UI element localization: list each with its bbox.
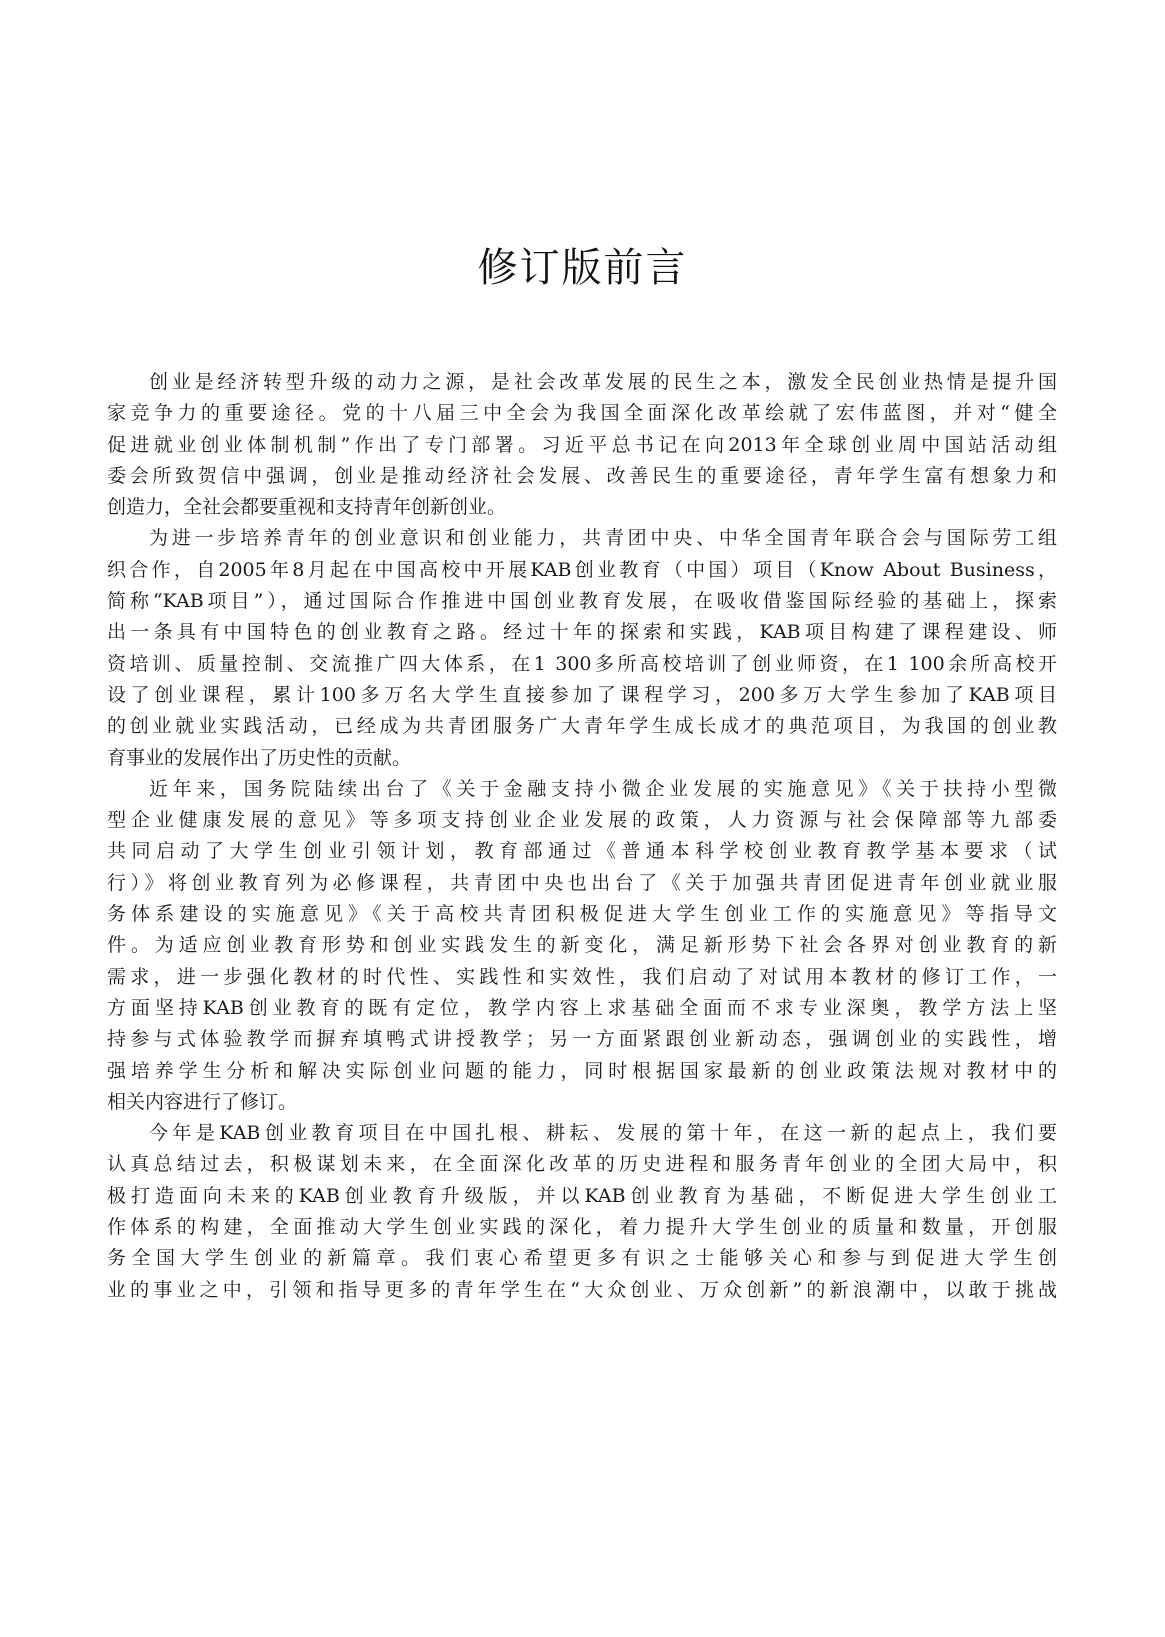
text-line: 简称“KAB项目”），通过国际合作推进中国创业教育发展，在吸收借鉴国际经验的基础上，探索	[107, 590, 1057, 613]
text-line: 业的事业之中，引领和指导更多的青年学生在“大众创业、万众创新”的新浪潮中，以敢于挑战	[107, 1278, 1057, 1301]
text-line: 为进一步培养青年的创业意识和创业能力，共青团中央、中华全国青年联合会与国际劳工组	[149, 527, 1057, 550]
text-line: 强培养学生分析和解决实际创业问题的能力，同时根据国家最新的创业政策法规对教材中的	[107, 1059, 1057, 1082]
text-line: 极打造面向未来的KAB创业教育升级版，并以KAB创业教育为基础，不断促进大学生创业工	[107, 1184, 1057, 1207]
text-line: 行）》将创业教育列为必修课程，共青团中央也出台了《关于加强共青团促进青年创业就业服	[107, 871, 1057, 894]
text-line: 需求，进一步强化教材的时代性、实践性和实效性，我们启动了对试用本教材的修订工作，一	[107, 965, 1057, 988]
text-line: 方面坚持KAB创业教育的既有定位，教学内容上求基础全面而不求专业深奥，教学方法上坚	[107, 996, 1057, 1019]
text-line: 的创业就业实践活动，已经成为共青团服务广大青年学生成长成才的典范项目，为我国的创业教	[107, 715, 1057, 738]
text-line: 织合作，自2005年8月起在中国高校中开展KAB创业教育（中国）项目（Know About Business，	[107, 558, 1057, 581]
text-line: 认真总结过去，积极谋划未来，在全面深化改革的历史进程和服务青年创业的全团大局中，积	[107, 1153, 1057, 1176]
text-line: 育事业的发展作出了历史性的贡献。	[107, 746, 412, 769]
paragraph	[107, 1118, 1057, 1306]
text-line: 近年来，国务院陆续出台了《关于金融支持小微企业发展的实施意见》《关于扶持小型微	[149, 777, 1057, 800]
text-line: 型企业健康发展的意见》等多项支持创业企业发展的政策，人力资源与社会保障部等九部委	[107, 809, 1057, 832]
text-line: 家竞争力的重要途径。党的十八届三中全会为我国全面深化改革绘就了宏伟蓝图，并对“健全	[107, 402, 1057, 425]
text-line: 务体系建设的实施意见》《关于高校共青团积极促进大学生创业工作的实施意见》等指导文	[107, 903, 1057, 926]
text-line: 资培训、质量控制、交流推广四大体系，在1 300多所高校培训了创业师资，在1 100余所高校开	[107, 652, 1057, 675]
text-line: 委会所致贺信中强调，创业是推动经济社会发展、改善民生的重要途径，青年学生富有想象力和	[107, 464, 1057, 487]
text-line: 持参与式体验教学而摒弃填鸭式讲授教学；另一方面紧跟创业新动态，强调创业的实践性，增	[107, 1028, 1057, 1051]
text-line: 相关内容进行了修订。	[107, 1090, 298, 1113]
text-line: 作体系的构建，全面推动大学生创业实践的深化，着力提升大学生创业的质量和数量，开创服	[107, 1216, 1057, 1239]
text-line: 创业是经济转型升级的动力之源，是社会改革发展的民生之本，激发全民创业热情是提升国	[149, 371, 1057, 393]
text-line: 创造力，全社会都要重视和支持青年创新创业。	[107, 496, 507, 519]
preface-body	[107, 367, 1057, 1306]
text-line: 设了创业课程，累计100多万名大学生直接参加了课程学习，200多万大学生参加了KAB项目	[107, 683, 1057, 706]
text-line: 今年是KAB创业教育项目在中国扎根、耕耘、发展的第十年，在这一新的起点上，我们要	[149, 1122, 1057, 1145]
text-line: 促进就业创业体制机制”作出了专门部署。习近平总书记在向2013年全球创业周中国站活动组	[107, 433, 1057, 456]
text-line: 件。为适应创业教育形势和创业实践发生的新变化，满足新形势下社会各界对创业教育的新	[107, 934, 1057, 957]
page-title: 修订版前言	[477, 245, 688, 291]
paragraph	[107, 367, 1057, 523]
paragraph	[107, 523, 1057, 773]
text-line: 务全国大学生创业的新篇章。我们衷心希望更多有识之士能够关心和参与到促进大学生创	[107, 1247, 1057, 1270]
paragraph	[107, 774, 1057, 1118]
text-line: 出一条具有中国特色的创业教育之路。经过十年的探索和实践，KAB项目构建了课程建设、师	[107, 621, 1057, 644]
text-line: 共同启动了大学生创业引领计划，教育部通过《普通本科学校创业教育教学基本要求（试	[107, 840, 1057, 863]
